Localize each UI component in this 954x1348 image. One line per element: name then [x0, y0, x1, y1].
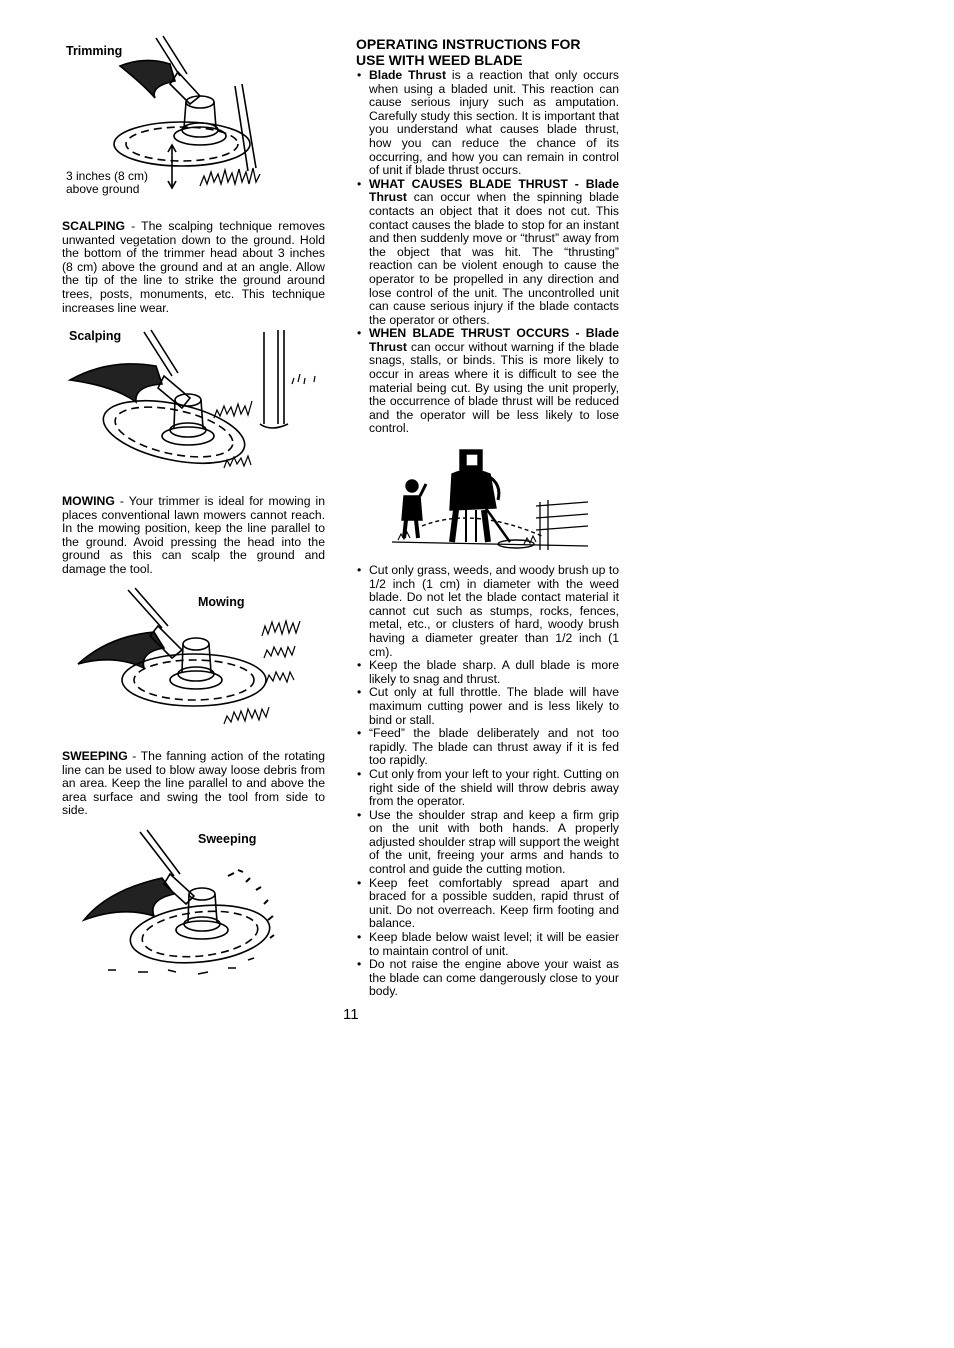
bullet-bold: WHEN BLADE THRUST OCCURS - Blade Thrust: [369, 326, 619, 354]
mowing-caption: Mowing: [198, 595, 245, 609]
trimming-height-label-line2: above ground: [66, 182, 140, 196]
page-number: 11: [343, 1006, 359, 1023]
blade-thrust-bullet-list: [356, 69, 619, 436]
list-item: • Keep feet comfortably spread apart and braced for a possible sudden, rapid thrust of unit. Do not overreach. Keep firm footing and balance.: [356, 877, 619, 931]
section-heading-line1: OPERATING INSTRUCTIONS FOR: [356, 36, 581, 52]
list-item: • Do not raise the engine above your waist as the blade can come dangerously close to your body.: [356, 958, 619, 999]
list-item: • Keep the blade sharp. A dull blade is more likely to snag and thrust.: [356, 659, 619, 686]
trimming-caption: Trimming: [66, 44, 123, 58]
mowing-text: - Your trimmer is ideal for mowing in places conventional lawn mowers cannot reach. In the mowing position, keep the line parallel to the ground. Avoid pressing the head into the ground as this can scalp the ground and damage the tool.: [62, 494, 325, 576]
sweeping-caption: Sweeping: [198, 832, 257, 846]
list-item: • Keep blade below waist level; it will be easier to maintain control of unit.: [356, 931, 619, 958]
sweeping-paragraph: [62, 750, 325, 818]
bullet-text: is a reaction that only occurs when using a bladed unit. This reaction can cause serious injury such as amputation. Carefully study this section. It is important that you understand what causes blade thrust, how you can reduce the chance of its occurring, and how you can remain in control of unit if blade thrust occurs.: [369, 68, 619, 178]
mowing-illustration: [74, 588, 314, 736]
safety-bullet-list: [356, 564, 619, 999]
scalping-term: SCALPING: [62, 219, 125, 233]
bullet-text: can occur when the spinning blade contacts an object that it does not cut. This contact causes the blade to stop for an instant and then suddenly move or “thrust” away from the object that was hit. The “thrusting” reaction can be violent enough to cause the operator to be propelled in any direction and lose control of the unit. The uncontrolled unit can cause serious injury if the blade contacts the operator or others.: [369, 190, 619, 327]
list-item: • Cut only from your left to your right. Cutting on right side of the shield will throw debris away from the operator.: [356, 768, 619, 809]
mowing-paragraph: [62, 495, 325, 577]
sweeping-term: SWEEPING: [62, 749, 128, 763]
section-heading-line2: USE WITH WEED BLADE: [356, 52, 523, 68]
sweeping-text: - The fanning action of the rotating line can be used to blow away loose debris from an area. Keep the line parallel to and above the area surface and swing the tool from side to side.: [62, 749, 325, 818]
scalping-paragraph: [62, 220, 325, 315]
sweeping-illustration: [78, 830, 298, 980]
list-item: • Cut only grass, weeds, and woody brush up to 1/2 inch (1 cm) in diameter with the weed blade. Do not let the blade contact material it cannot cut such as stumps, rocks, fences, metal, etc., or clusters of hard, woody brush having a diameter greater than 1/2 inch (1 cm).: [356, 564, 619, 659]
list-item: [356, 178, 619, 328]
scalping-text: - The scalping technique removes unwanted vegetation down to the ground. Hold the bottom of the trimmer head about 3 inches (8 cm) above the ground and at an angle. Allow the tip of the line to strike the ground around trees, posts, monuments, etc. This technique increases line wear.: [62, 219, 325, 315]
scalping-caption: Scalping: [69, 329, 122, 343]
bullet-text: can occur without warning if the blade snags, stalls, or binds. This is more likely to occur in areas where it is difficult to see the material being cut. By using the unit properly, the occurrence of blade thrust will be reduced and the operator will be less likely to lose control.: [369, 339, 619, 436]
bullet-bold: Blade Thrust: [369, 68, 447, 82]
bullet-bold: WHAT CAUSES BLADE THRUST - Blade Thrust: [369, 176, 619, 205]
operator-illustration: [392, 446, 588, 554]
list-item: • Cut only at full throttle. The blade will have maximum cutting power and is less likely to bind or stall.: [356, 686, 619, 727]
list-item: • “Feed” the blade deliberately and not too rapidly. The blade can thrust away if it is fed too rapidly.: [356, 727, 619, 768]
list-item: • Use the shoulder strap and keep a firm grip on the unit with both hands. A properly adjusted shoulder strap will support the weight of the unit, freeing your arms and hands to control and guide the cutting motion.: [356, 809, 619, 877]
trimming-height-label-line1: 3 inches (8 cm): [66, 169, 149, 183]
mowing-term: MOWING: [62, 494, 115, 508]
scalping-illustration: [64, 328, 324, 478]
list-item: [356, 327, 619, 436]
list-item: [356, 69, 619, 178]
